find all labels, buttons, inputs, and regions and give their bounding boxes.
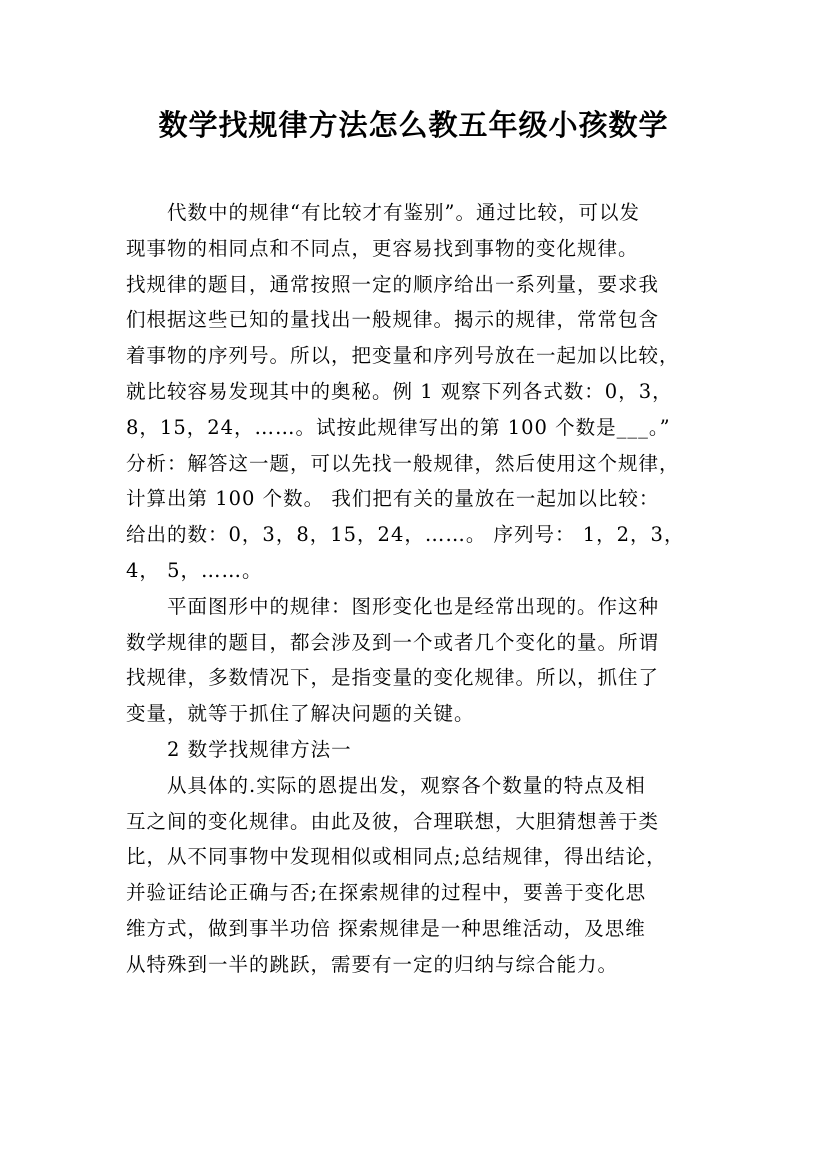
text-line: 4， 5，……。 [126, 558, 263, 582]
text-line: 计算出第 100 个数。 我们把有关的量放在一起加以比较： [126, 487, 660, 511]
text-line: 比，从不同事物中发现相似或相同点;总结规律，得出结论， [126, 845, 667, 869]
document-title: 数学找规律方法怎么教五年级小孩数学 [158, 108, 669, 142]
text-line: 互之间的变化规律。由此及彼，合理联想，大胆猜想善于类 [126, 809, 660, 833]
text-line: 维方式，做到事半功倍 探索规律是一种思维活动，及思维 [126, 916, 646, 940]
text-line: 给出的数：0，3，8，15，24，……。 序列号： 1，2，3， [126, 523, 685, 547]
text-line: 分析：解答这一题，可以先找一般规律，然后使用这个规律， [126, 451, 680, 475]
text-line: 并验证结论正确与否;在探索规律的过程中，要善于变化思 [126, 881, 647, 905]
document-body [126, 195, 714, 983]
text-line: 从具体的.实际的恩提出发，观察各个数量的特点及相 [126, 773, 646, 797]
text-line: 变量，就等于抓住了解决问题的关键。 [126, 702, 475, 726]
text-line: 着事物的序列号。所以，把变量和序列号放在一起加以比较， [126, 344, 680, 368]
text-line: 现事物的相同点和不同点，更容易找到事物的变化规律。 [126, 236, 639, 260]
text-line: 就比较容易发现其中的奥秘。例 1 观察下列各式数：0，3， [126, 379, 673, 403]
text-line: 平面图形中的规律：图形变化也是经常出现的。作这种 [126, 594, 660, 618]
text-line: 8，15，24，……。试按此规律写出的第 100 个数是___。” [126, 415, 671, 439]
text-line: 代数中的规律“有比较才有鉴别”。通过比较，可以发 [126, 201, 640, 224]
text-line: 数学规律的题目，都会涉及到一个或者几个变化的量。所谓 [126, 630, 660, 654]
text-line: 们根据这些已知的量找出一般规律。揭示的规律，常常包含 [126, 308, 660, 332]
text-line: 找规律的题目，通常按照一定的顺序给出一系列量，要求我 [126, 272, 660, 296]
text-line: 找规律，多数情况下，是指变量的变化规律。所以，抓住了 [126, 666, 660, 690]
section-heading: 2 数学找规律方法一 [126, 737, 352, 761]
text-line: 从特殊到一半的跳跃，需要有一定的归纳与综合能力。 [126, 952, 619, 976]
